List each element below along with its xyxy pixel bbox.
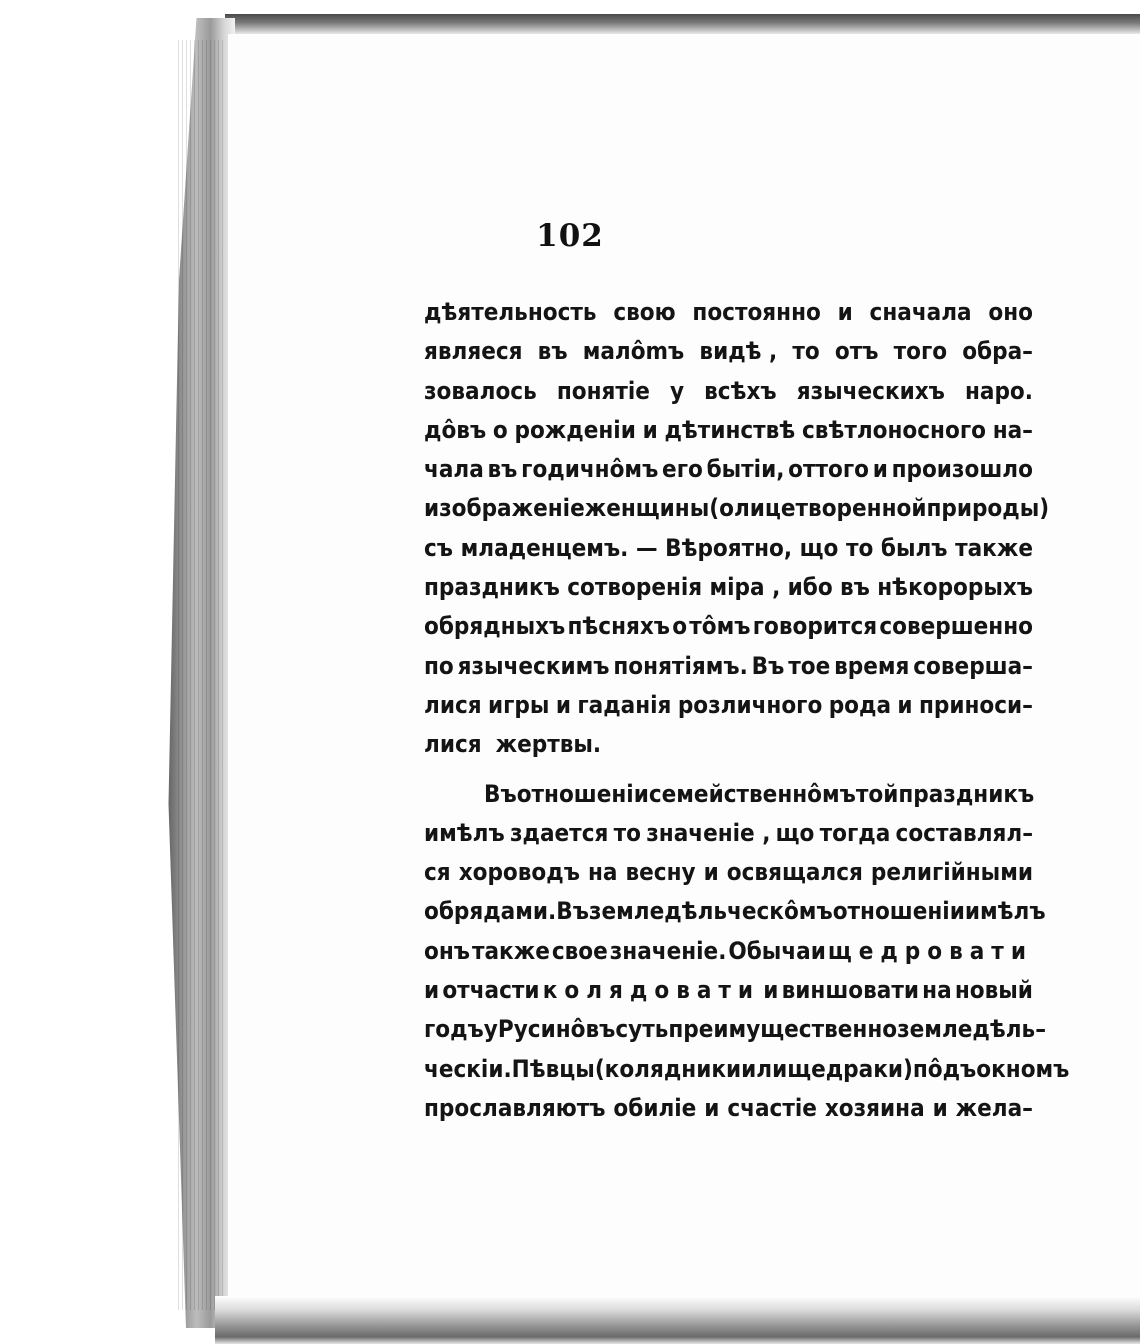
text-word: на [587,858,618,887]
text-word: тôмъ [689,612,751,641]
paragraph-gap [424,765,1033,775]
text-word: новый [954,976,1033,1005]
text-word: то [845,533,874,562]
text-word: и [703,858,719,887]
text-word: счастіе [727,1093,817,1122]
text-word: дѣятельность [424,298,597,326]
text-line [424,814,1033,853]
text-word: и [555,690,571,719]
text-word: ибо [787,573,833,602]
text-word: того [893,337,948,366]
text-word: религійными [870,858,1033,887]
text-word: свое [551,936,608,965]
text-word: значеніе. [609,936,727,965]
text-word: годичнôмъ [521,455,659,484]
text-word: пôдъ [912,1054,977,1083]
text-word: говорится [752,612,878,641]
text-word: природы) [926,494,1050,523]
text-word: женщины [584,494,710,523]
text-word: оттого [788,455,869,484]
text-word: и [932,1093,948,1122]
text-word: колядовати [542,976,761,1005]
page-number: 102 [536,218,604,254]
text-word: рожденіи [514,415,636,444]
text-word: прославляютъ [424,1093,606,1122]
text-word: жела– [955,1093,1033,1122]
page-top-edge [225,14,1140,36]
page-bottom-edge [215,1296,1140,1344]
text-word: пѣсняхъ [567,612,671,641]
text-word: обрядныхъ [424,612,566,641]
text-line [424,725,1033,764]
text-line [424,647,1033,686]
text-word: тое [788,651,831,680]
text-word: суть [615,1015,669,1044]
text-word: обрядами. [424,897,557,926]
text-line [424,892,1046,931]
text-word: преимущественно [668,1015,898,1044]
text-line [424,372,1033,411]
text-word: время [834,651,910,680]
text-word: той [855,779,899,808]
text-word: Обычаи [728,936,826,965]
text-word: земледѣль– [897,1015,1047,1044]
text-line [424,607,1033,646]
text-word: отношеніи [516,779,649,808]
text-word: и [872,455,888,484]
text-word: дôвъ [424,415,487,444]
text-word: ческіи. [424,1054,512,1083]
text-word: также [955,533,1033,562]
text-word: годъ [424,1015,484,1044]
text-word: що [799,533,839,562]
text-word: жертвы. [495,730,602,759]
text-word: являеся [424,337,523,366]
text-word: или [741,1054,788,1083]
text-word: земледѣльческôмъ [588,897,833,926]
text-word: семейственнôмъ [648,779,856,808]
text-line [424,489,1050,528]
text-word: лися [424,730,482,759]
text-word: щедраки) [787,1054,913,1083]
text-word: и [763,976,779,1005]
text-word: виншовати [781,976,919,1005]
text-word: на– [992,415,1033,444]
text-word: обиліе [613,1093,697,1122]
text-word: у [669,376,685,405]
text-word: нѣкорорыхъ [877,573,1033,602]
text-word: (колядники [594,1054,742,1083]
text-word: то [613,818,641,847]
text-word: и [704,1093,720,1122]
text-line [424,686,1033,725]
text-word: свою [613,298,676,326]
text-word: видѣ , [699,337,778,366]
text-word: Въ [751,651,785,680]
text-word: также [471,936,550,965]
text-word: чала [424,455,484,484]
text-word: о [492,415,508,444]
text-word: Русинôвъ [497,1015,616,1044]
text-word: и [642,415,658,444]
text-word: изображеніе [424,494,585,523]
text-word: значеніе , [646,818,771,847]
text-word: языческихъ [796,376,945,405]
text-line [424,568,1033,607]
text-word: гаданія [577,690,672,719]
text-line [424,1050,1070,1089]
text-word: имѣлъ [964,897,1046,926]
text-line [424,971,1033,1010]
text-word: сначала [869,298,972,326]
text-word: Въ [484,779,517,808]
text-word: то [792,337,820,366]
text-line [424,332,1033,371]
text-word: понятіямъ. [613,651,748,680]
text-word: былъ [880,533,948,562]
text-word: праздникъ [898,779,1035,808]
text-word: сотворенія [567,573,703,602]
text-word: розличного [677,690,823,719]
text-line [424,293,1033,332]
text-word: и [897,690,913,719]
text-word: и [424,976,440,1005]
text-word: хороводъ [458,858,580,887]
text-word: — [635,533,658,562]
text-word: произошло [891,455,1033,484]
text-word: на [922,976,952,1005]
text-line [424,1010,1047,1049]
text-word: совершенно [879,612,1033,641]
text-word: младенцемъ. [460,533,629,562]
text-word: свѣтлоносного [801,415,986,444]
text-word: по [424,651,454,680]
text-word: Пѣвцы [511,1054,595,1083]
text-word: у [483,1015,498,1044]
text-line [424,1089,1033,1128]
text-word: що [775,818,815,847]
text-word: о [672,612,688,641]
text-word: имѣлъ [424,818,505,847]
text-word: Въ [556,897,589,926]
text-word: (олицетворенной [709,494,927,523]
text-word: окномъ [976,1054,1070,1083]
text-word: онъ [424,936,470,965]
text-line [424,775,1033,814]
text-word: отъ [834,337,879,366]
text-line [424,853,1033,892]
text-line [424,450,1033,489]
text-word: оно [988,298,1033,326]
text-word: бытіи, [706,455,785,484]
text-word: праздникъ [424,573,560,602]
text-word: щедровати [827,936,1033,965]
text-word: дѣтинствѣ [664,415,796,444]
text-word: Вѣроятно, [665,533,793,562]
body-text [424,293,1070,1128]
text-word: тогда [819,818,891,847]
text-word: понятіе [556,376,650,405]
text-word: ся [424,858,451,887]
text-word: здается [509,818,609,847]
text-word: всѣхъ [704,376,777,405]
text-word: отношеніи [832,897,965,926]
text-word: хозяина [824,1093,925,1122]
text-word: малômъ [582,337,685,366]
text-word: въ [537,337,568,366]
text-word: лися [424,690,482,719]
text-word: зовалось [424,376,537,405]
text-word: въ [840,573,870,602]
text-word: наро. [964,376,1033,405]
text-word: обра– [962,337,1033,366]
text-line [424,411,1033,450]
text-word: рода [828,690,892,719]
text-word: приноси– [918,690,1033,719]
text-line [424,932,1033,971]
text-word: освящался [726,858,863,887]
text-word: отчасти [442,976,540,1005]
text-word: игры [488,690,550,719]
text-word: весну [625,858,696,887]
text-word: его [662,455,703,484]
text-word: постоянно [692,298,821,326]
text-word: составлял– [895,818,1033,847]
text-word: съ [424,533,454,562]
text-line [424,529,1033,568]
text-word: міра , [709,573,781,602]
text-word: въ [487,455,518,484]
text-word: совершa– [913,651,1033,680]
text-word: и [837,298,853,326]
text-word: языческимъ [457,651,610,680]
